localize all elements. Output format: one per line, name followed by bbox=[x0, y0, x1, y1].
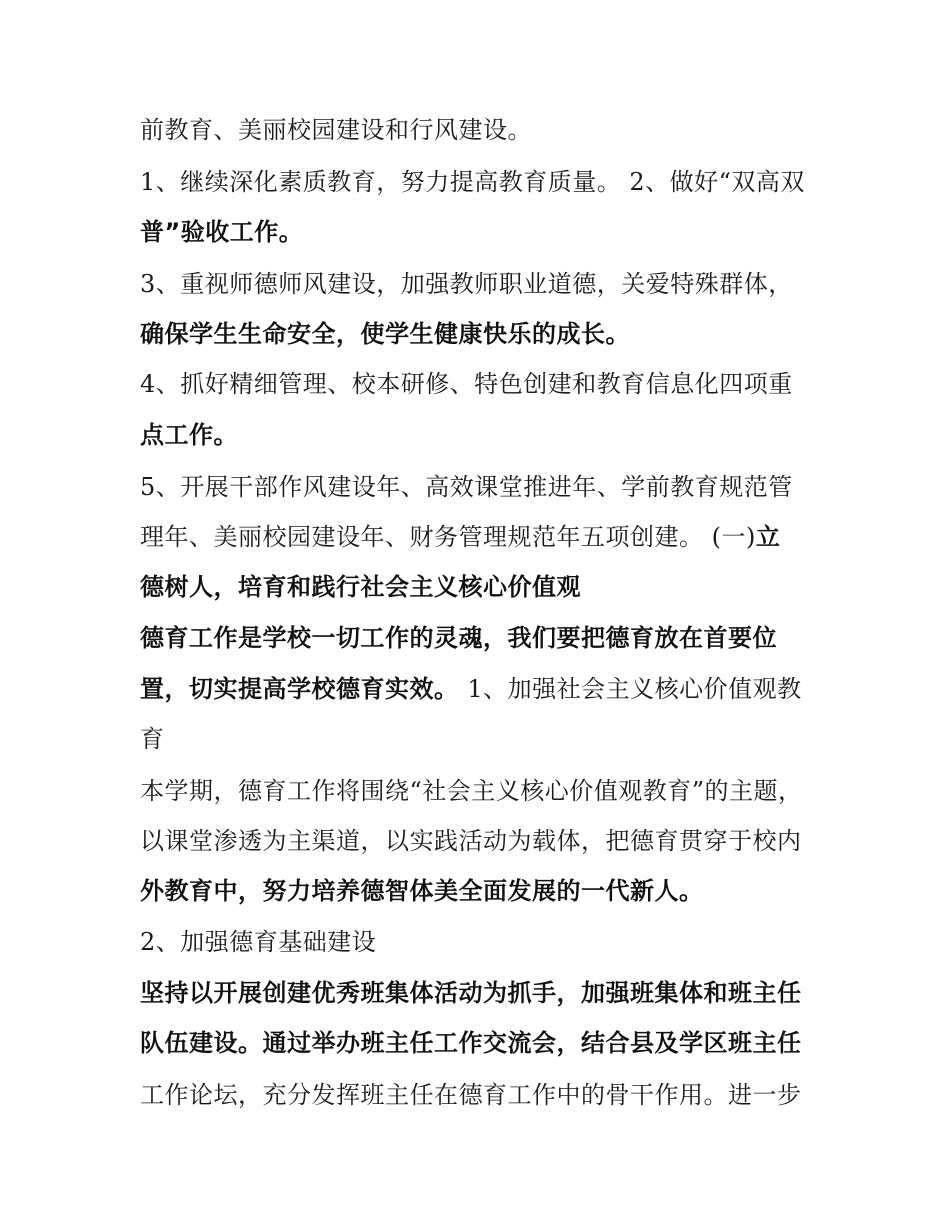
text-run: 队伍建设。通过举办班主任工作交流会，结合县及学区班主任 bbox=[140, 1029, 802, 1057]
text-line bbox=[140, 217, 303, 247]
text-line bbox=[140, 572, 581, 602]
text-run: 本学期，德育工作将围绕“社会主义核心价值观教育”的主题， bbox=[140, 777, 803, 805]
text-run: 2、加强德育基础建设 bbox=[140, 928, 377, 956]
text-line bbox=[140, 1080, 802, 1110]
text-line bbox=[140, 1028, 802, 1058]
text-line bbox=[140, 522, 780, 552]
text-line bbox=[140, 978, 802, 1008]
text-run: 1、继续深化素质教育，努力提高教育质量。 2、做好“双高双 bbox=[140, 168, 805, 196]
text-line bbox=[140, 927, 376, 957]
text-run: 坚持以开展创建优秀班集体活动为抓手，加强班集体和班主任 bbox=[140, 979, 802, 1007]
text-line bbox=[140, 319, 630, 349]
text-line bbox=[140, 826, 802, 856]
text-line bbox=[140, 724, 165, 754]
text-run: 1、加强社会主义核心价值观教 bbox=[467, 675, 802, 703]
text-run: 育 bbox=[140, 725, 165, 753]
text-line bbox=[140, 420, 238, 450]
text-run: 工作论坛，充分发挥班主任在德育工作中的骨干作用。进一步 bbox=[140, 1081, 802, 1109]
text-run: 前教育、美丽校园建设和行风建设。 bbox=[140, 116, 532, 144]
text-line bbox=[140, 674, 802, 704]
text-line bbox=[140, 369, 793, 399]
text-run: 普”验收工作。 bbox=[140, 218, 304, 246]
text-run: 理年、美丽校园建设年、财务管理规范年五项创建。 (一) bbox=[140, 523, 756, 551]
text-run: 德育工作是学校一切工作的灵魂，我们要把德育放在首要位 bbox=[140, 624, 777, 652]
text-run: 以课堂渗透为主渠道，以实践活动为载体，把德育贯穿于校内 bbox=[140, 827, 802, 855]
text-run: 置，切实提高学校德育实效。 bbox=[140, 675, 468, 703]
text-run: 点工作。 bbox=[140, 421, 238, 449]
text-run: 外教育中，努力培养德智体美全面发展的一代新人。 bbox=[140, 877, 704, 905]
text-line bbox=[140, 876, 704, 906]
text-line bbox=[140, 115, 532, 145]
text-line bbox=[140, 623, 777, 653]
text-run: 德树人，培育和践行社会主义核心价值观 bbox=[140, 573, 581, 601]
text-line bbox=[140, 472, 793, 502]
text-run: 4、抓好精细管理、校本研修、特色创建和教育信息化四项重 bbox=[140, 370, 793, 398]
text-run: 3、重视师德师风建设，加强教师职业道德，关爱特殊群体， bbox=[140, 270, 793, 298]
text-line bbox=[140, 167, 805, 197]
text-run: 5、开展干部作风建设年、高效课堂推进年、学前教育规范管 bbox=[140, 473, 793, 501]
text-run: 确保学生生命安全，使学生健康快乐的成长。 bbox=[140, 320, 630, 348]
text-line bbox=[140, 776, 803, 806]
text-line bbox=[140, 269, 793, 299]
text-run: 立 bbox=[755, 523, 781, 551]
